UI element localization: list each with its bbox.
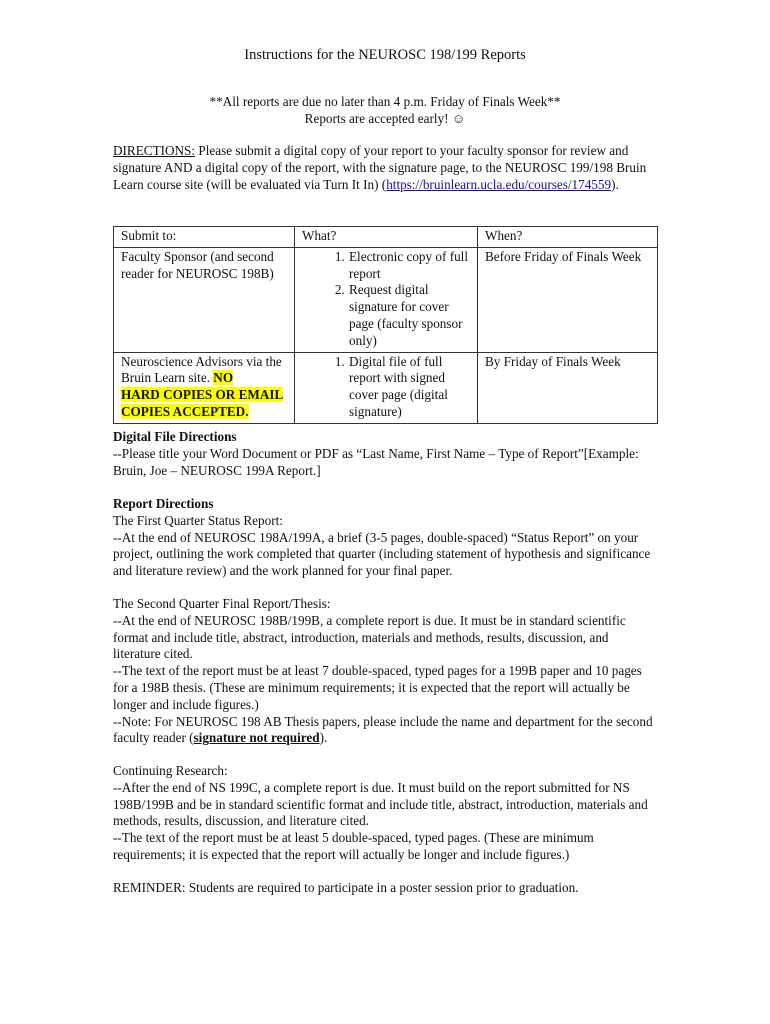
what-list	[302, 249, 471, 350]
cell-when: Before Friday of Finals Week	[478, 247, 658, 352]
continuing-paragraph: --The text of the report must be at least 5 double-spaced, typed pages. (These are minimum requirements; it is expected that the report will actually be longer and include figures.)	[113, 830, 594, 862]
list-item: 1. Digital file of full report with signed cover page (digital signature)	[348, 354, 471, 421]
cell-submit-to: Faculty Sponsor (and second reader for NEUROSC 198B)	[114, 247, 295, 352]
table-row	[114, 352, 658, 423]
directions-text: Please submit a digital copy of your report to your faculty sponsor for review and signature AND a digital copy of the report, with the signature page, to the NEUROSC 199/198 Bruin Learn course site (will be evaluated via Turn It In) (	[113, 143, 647, 192]
list-item: 2. Request digital signature for cover page (faculty sponsor only)	[348, 282, 471, 349]
second-quarter-note	[113, 714, 658, 748]
due-notice	[0, 94, 770, 128]
what-list	[302, 354, 471, 421]
cell-when: By Friday of Finals Week	[478, 352, 658, 423]
cell-what	[295, 247, 478, 352]
cell-submit-to	[114, 352, 295, 423]
course-site-link[interactable]: https://bruinlearn.ucla.edu/courses/174559	[386, 176, 612, 192]
first-quarter-text: --At the end of NEUROSC 198A/199A, a brief (3-5 pages, double-spaced) “Status Report” on your project, outlining the work completed that quarter (including statement of hypothesis and significance and literature review) and the work planned for your final paper.	[113, 529, 651, 579]
digital-file-text: --Please title your Word Document or PDF as “Last Name, First Name – Type of Report”[Example: Bruin, Joe – NEUROSC 199A Report.]	[113, 445, 639, 478]
directions-label: DIRECTIONS:	[113, 143, 196, 158]
early-notice-line: Reports are accepted early! ☺	[304, 110, 466, 126]
report-directions-section	[113, 496, 658, 580]
table-header-row	[114, 227, 658, 248]
no-copies-highlight: NO	[213, 370, 234, 386]
signature-not-required: signature not required	[193, 730, 320, 746]
note-suffix: ).	[319, 730, 328, 746]
directions-paragraph	[113, 143, 658, 193]
second-quarter-title: The Second Quarter Final Report/Thesis:	[113, 596, 331, 611]
second-quarter-paragraph: --At the end of NEUROSC 198B/199B, a complete report is due. It must be in standard scientific format and include title, abstract, introduction, materials and methods, results, discussion, and literature cited.	[113, 612, 626, 662]
continuing-paragraph: --After the end of NS 199C, a complete report is due. It must build on the report submitted for NS 198B/199B and be in standard scientific format and include title, abstract, introduction, materials and methods, results, discussion, and literature cited.	[113, 779, 648, 829]
report-heading: Report Directions	[113, 496, 214, 511]
second-quarter-section	[113, 596, 658, 747]
list-item: 1. Electronic copy of full report	[348, 249, 471, 283]
no-copies-highlight: HARD COPIES OR EMAIL	[121, 387, 284, 403]
cell-what	[295, 352, 478, 423]
continuing-title: Continuing Research:	[113, 763, 228, 778]
advisors-text: Neuroscience Advisors via the Bruin Learn site.	[121, 353, 282, 386]
directions-suffix: ).	[611, 176, 619, 192]
reminder: REMINDER: Students are required to participate in a poster session prior to graduation.	[113, 880, 579, 895]
submission-table	[113, 226, 658, 424]
note-text: --Note: For NEUROSC 198 AB Thesis papers, please include the name and department for the second faculty reader (	[113, 713, 653, 746]
header-submit-to: Submit to:	[114, 227, 295, 248]
table-row	[114, 247, 658, 352]
first-quarter-title: The First Quarter Status Report:	[113, 512, 283, 528]
digital-file-section	[113, 429, 658, 479]
no-copies-highlight: COPIES ACCEPTED.	[121, 403, 249, 419]
continuing-research-section	[113, 763, 658, 864]
due-notice-line: **All reports are due no later than 4 p.m. Friday of Finals Week**	[209, 94, 561, 109]
header-what: What?	[295, 227, 478, 248]
page-title: Instructions for the NEUROSC 198/199 Reports	[244, 47, 526, 63]
digital-file-heading: Digital File Directions	[113, 429, 237, 444]
second-quarter-paragraph: --The text of the report must be at least 7 double-spaced, typed pages for a 199B paper and 10 pages for a 198B thesis. (These are minimum requirements; it is expected that the report will actually be longer and include figures.)	[113, 663, 642, 712]
header-when: When?	[478, 227, 658, 248]
